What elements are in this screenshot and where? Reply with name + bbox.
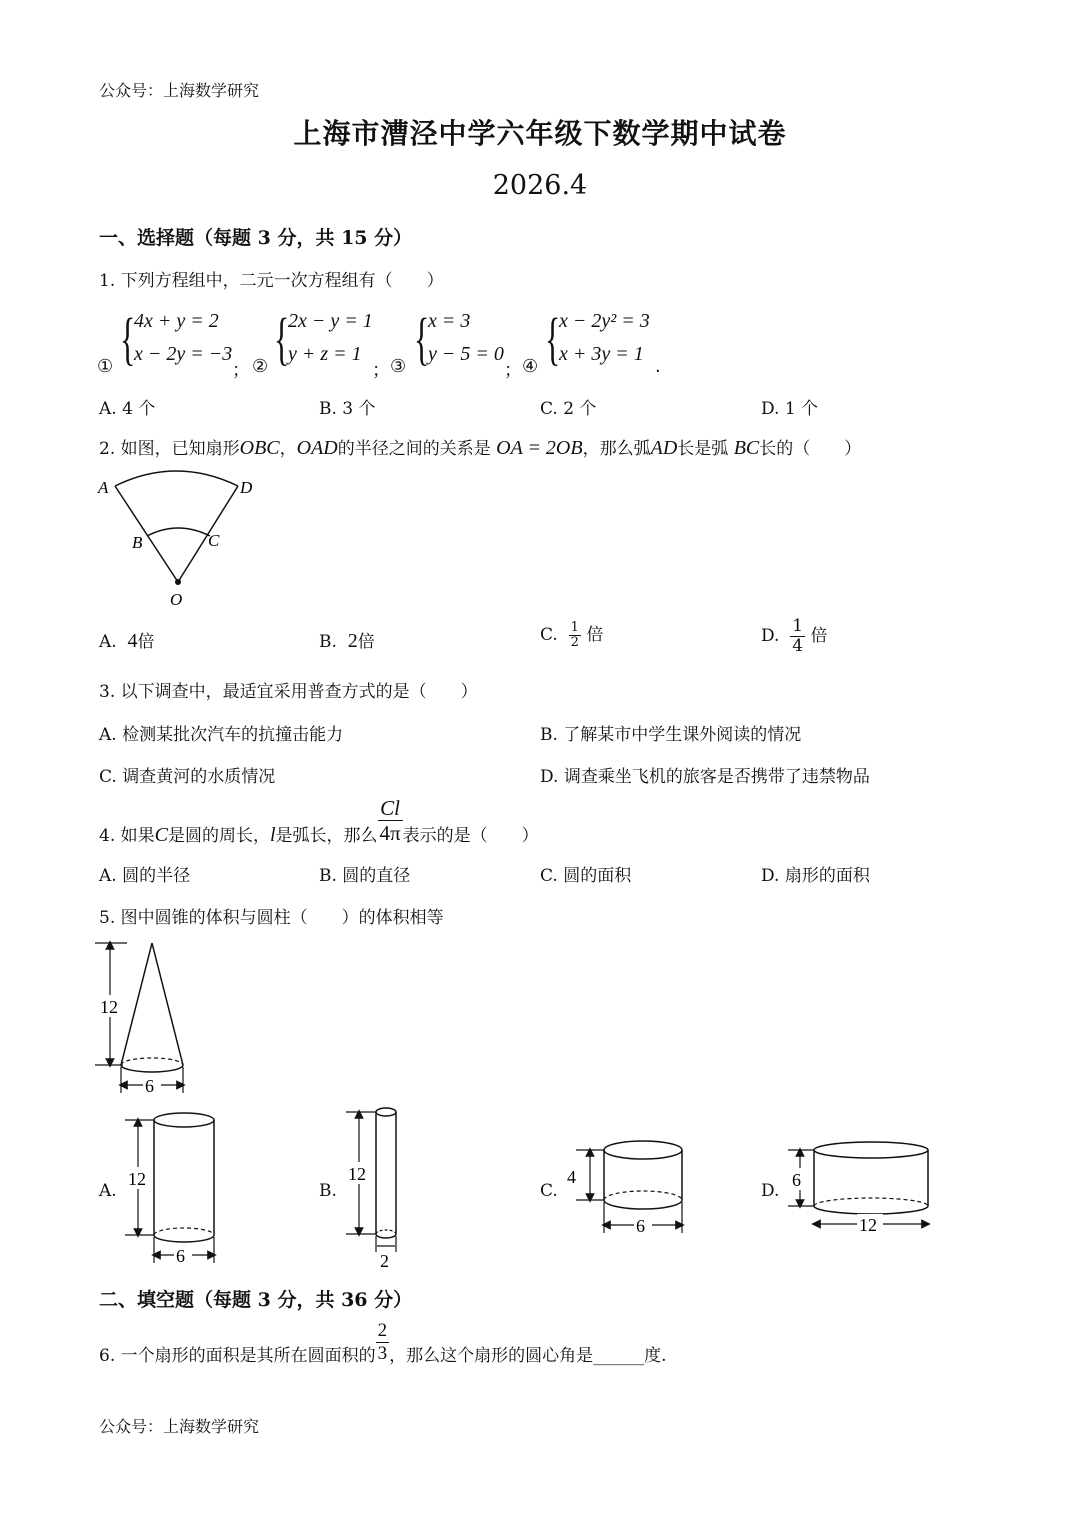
q3-option-a: A. 检测某批次汽车的抗撞击能力 xyxy=(99,725,344,745)
q5-cylinder-b-diameter: 2 xyxy=(380,1251,389,1270)
q2-stem-part-c: 的半径之间的关系是 xyxy=(337,439,491,459)
q6-fraction xyxy=(376,1320,390,1365)
q1-system-4-line2: x + 3y = 1 xyxy=(559,343,644,365)
q5-cone-base xyxy=(121,1065,183,1072)
q2-math-relation: OA = 2OB xyxy=(496,437,583,459)
q5-cylinder-c-diameter: 6 xyxy=(636,1216,645,1236)
q2-center-dot xyxy=(175,579,181,585)
q1-system-2: { 2x − y = 1 y + z = 1 xyxy=(274,306,373,371)
q5-cylinder-c-figure xyxy=(560,1135,690,1240)
q1-separator-2: ； xyxy=(372,360,390,381)
q2-option-c-prefix: C. xyxy=(540,625,558,645)
q6-stem-part-b: ，那么这个扇形的圆心角是______度. xyxy=(389,1346,667,1366)
q3-stem: 3. 以下调查中，最适宜采用普查方式的是（ ） xyxy=(99,682,478,702)
q4-stem-part-c: 是弧长，那么 xyxy=(275,826,378,846)
q2-radius-oa xyxy=(115,486,178,582)
q2-option-a-value: 4 xyxy=(127,630,138,652)
q2-arc-ad xyxy=(115,471,238,486)
q2-option-a-unit: 倍 xyxy=(137,632,155,652)
q2-option-c-numerator: 1 xyxy=(570,620,579,635)
q4-stem-part-a: 4. 如果 xyxy=(99,826,155,846)
q1-marker-4: ④ xyxy=(522,356,539,377)
q1-marker-2: ② xyxy=(252,356,269,377)
q1-system-3-line1: x = 3 xyxy=(428,310,471,332)
q2-stem xyxy=(99,434,861,460)
q2-stem-part-e: 长是弧 xyxy=(677,439,729,459)
q2-option-d-denominator: 4 xyxy=(792,636,804,656)
q5-option-a-label: A. xyxy=(99,1181,117,1201)
q3-option-b: B. 了解某市中学生课外阅读的情况 xyxy=(540,725,802,745)
q2-stem-part-b: ， xyxy=(279,439,297,459)
q4-stem xyxy=(99,796,539,845)
exam-date: 2026.4 xyxy=(492,170,588,201)
q5-cylinder-d-diameter: 12 xyxy=(859,1215,877,1235)
q2-option-d-prefix: D. xyxy=(761,626,780,646)
q1-marker-3: ③ xyxy=(390,356,407,377)
q1-separator-3: ； xyxy=(504,360,522,381)
exam-title: 上海市漕泾中学六年级下数学期中试卷 xyxy=(293,117,787,150)
q5-cylinder-b-height: 12 xyxy=(348,1164,366,1184)
q1-system-1-line1: 4x + y = 2 xyxy=(134,310,219,332)
q5-cylinder-a-figure xyxy=(120,1105,220,1270)
q1-system-4: { x − 2y² = 3 x + 3y = 1 xyxy=(545,306,650,371)
q6-stem xyxy=(99,1320,667,1365)
q4-fraction-numerator: Cl xyxy=(378,796,403,821)
q1-separator-4: . xyxy=(655,356,661,377)
q5-cylinder-c-height: 4 xyxy=(567,1167,576,1187)
q2-option-c-denominator: 2 xyxy=(570,635,579,650)
q4-option-a: A. 圆的半径 xyxy=(99,866,191,886)
q1-system-3-line2: y − 5 = 0 xyxy=(428,343,504,365)
q2-option-a xyxy=(99,627,155,653)
q4-option-c: C. 圆的面积 xyxy=(540,866,632,886)
q5-cylinder-b-figure xyxy=(340,1100,410,1270)
q3-option-d: D. 调查乘坐飞机的旅客是否携带了违禁物品 xyxy=(540,767,870,787)
q4-stem-part-b: 是圆的周长， xyxy=(167,826,270,846)
q2-option-d xyxy=(761,617,827,656)
q1-system-2-line1: 2x − y = 1 xyxy=(288,310,373,332)
q3-option-c: C. 调查黄河的水质情况 xyxy=(99,767,276,787)
q6-fraction-numerator: 2 xyxy=(377,1320,388,1341)
page-footer: 公众号：上海数学研究 xyxy=(99,1417,260,1436)
q2-option-d-unit: 倍 xyxy=(810,626,828,646)
q5-option-d-label: D. xyxy=(761,1181,780,1201)
q2-label-o: O xyxy=(170,590,183,609)
q2-option-b-value: 2 xyxy=(347,630,358,652)
q5-cylinder-a-diameter: 6 xyxy=(176,1246,185,1266)
q2-stem-part-d: ，那么弧 xyxy=(582,439,651,459)
q5-stem: 5. 图中圆锥的体积与圆柱（ ）的体积相等 xyxy=(99,908,444,928)
page-header: 公众号：上海数学研究 xyxy=(99,81,260,100)
q5-cylinder-a-height: 12 xyxy=(128,1169,146,1189)
q4-option-b: B. 圆的直径 xyxy=(319,866,411,886)
q5-cone-side-left xyxy=(121,943,152,1065)
q2-option-c-unit: 倍 xyxy=(586,625,604,645)
q2-label-a: A xyxy=(98,478,109,497)
q2-math-oad: OAD xyxy=(296,437,338,459)
q4-fraction-denominator: 4π xyxy=(379,821,401,845)
q1-system-3: { x = 3 y − 5 = 0 xyxy=(414,306,504,371)
q2-option-a-prefix: A. xyxy=(99,632,117,652)
q2-option-c xyxy=(540,620,603,650)
q1-system-2-line2: y + z = 1 xyxy=(288,343,362,365)
q2-option-d-fraction xyxy=(790,617,805,656)
q2-stem-part-f: 长的（ ） xyxy=(759,439,862,459)
q4-stem-part-d: 表示的是（ ） xyxy=(402,826,539,846)
q1-system-1: { 4x + y = 2 x − 2y = −3 xyxy=(120,306,233,371)
q6-stem-part-a: 6. 一个扇形的面积是其所在圆面积的 xyxy=(99,1346,376,1366)
q4-fraction xyxy=(378,796,403,845)
q2-label-d: D xyxy=(240,478,253,497)
q2-math-bc: BC xyxy=(733,437,760,459)
q4-option-d: D. 扇形的面积 xyxy=(761,866,870,886)
q5-cylinder-d-figure xyxy=(785,1138,935,1238)
q1-option-d: D. 1 个 xyxy=(761,399,819,419)
q2-math-obc: OBC xyxy=(239,437,280,459)
q4-math-c: C xyxy=(154,824,168,846)
q5-cylinder-d-height: 6 xyxy=(792,1170,801,1190)
q5-option-b-label: B. xyxy=(319,1181,337,1201)
q1-system-4-line1: x − 2y² = 3 xyxy=(559,310,650,332)
q1-separator-1: ； xyxy=(232,360,250,381)
q2-sector-figure xyxy=(90,468,270,613)
q1-option-b: B. 3 个 xyxy=(319,399,376,419)
q5-cone-figure xyxy=(95,935,205,1100)
q2-label-b: B xyxy=(132,533,143,552)
q5-cone-diameter-label: 6 xyxy=(145,1076,154,1096)
q5-cone-side-right xyxy=(152,943,183,1065)
q2-label-c: C xyxy=(208,531,220,550)
q1-stem: 1. 下列方程组中，二元一次方程组有（ ） xyxy=(99,271,444,291)
q1-marker-1: ① xyxy=(97,356,114,377)
q2-option-d-numerator: 1 xyxy=(792,616,804,636)
q1-system-1-line2: x − 2y = −3 xyxy=(134,343,233,365)
q1-option-a: A. 4 个 xyxy=(99,399,156,419)
q5-option-c-label: C. xyxy=(540,1181,558,1201)
q2-option-b xyxy=(319,627,375,653)
section-fill-heading: 二、填空题（每题 3 分，共 36 分） xyxy=(99,1289,413,1311)
q2-stem-part-a: 2. 如图，已知扇形 xyxy=(99,439,240,459)
q2-option-c-fraction xyxy=(569,621,581,650)
q2-math-ad: AD xyxy=(650,437,678,459)
q2-option-b-prefix: B. xyxy=(319,632,337,652)
q4-math-l: l xyxy=(269,824,276,846)
section-choice-heading: 一、选择题（每题 3 分，共 15 分） xyxy=(99,227,413,249)
q5-cone-height-label: 12 xyxy=(100,997,118,1017)
q2-option-b-unit: 倍 xyxy=(357,632,375,652)
q1-option-c: C. 2 个 xyxy=(540,399,597,419)
q2-arc-bc xyxy=(147,528,210,536)
q6-fraction-denominator: 3 xyxy=(377,1343,388,1364)
